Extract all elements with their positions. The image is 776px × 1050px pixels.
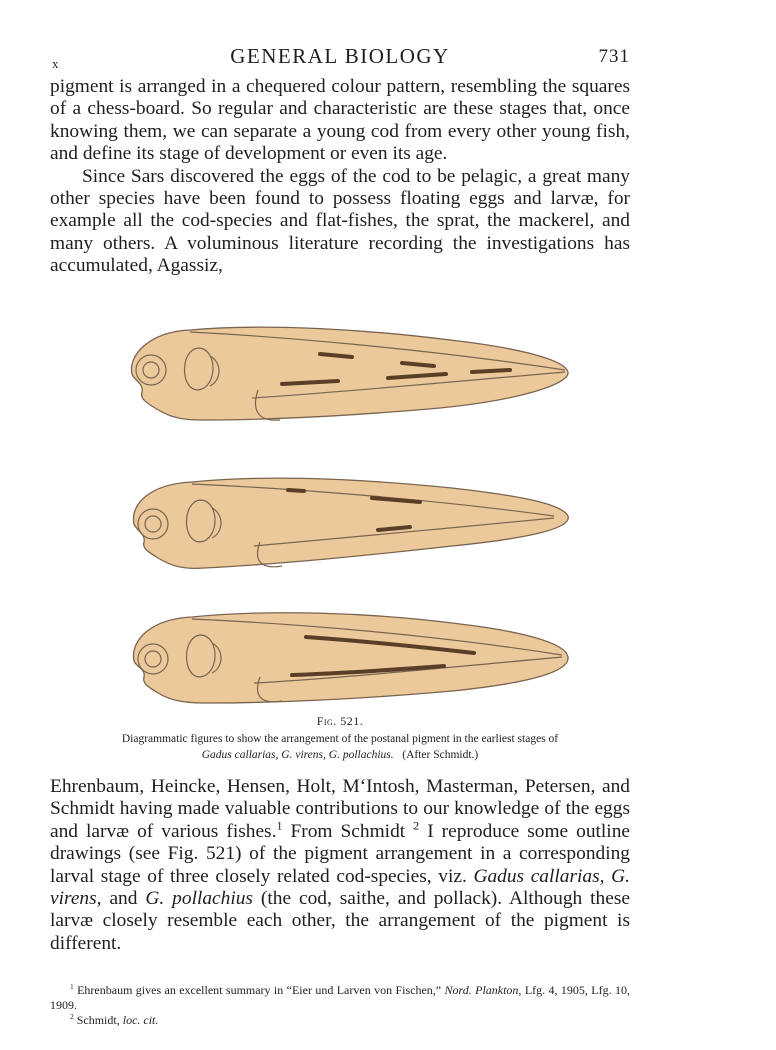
figure-caption xyxy=(50,731,630,763)
text-segment: Ehrenbaum, Heincke, Hensen, Holt, M‘Intosh, Masterman, Petersen, and Schmidt having made valuable contributions to our knowledge of the eggs and larvæ of various fishes. xyxy=(50,776,630,842)
footnotes xyxy=(50,983,630,1028)
text-segment: and xyxy=(101,888,146,910)
footnote-citation: loc. cit. xyxy=(122,1013,159,1027)
paragraph-1: pigment is arranged in a chequered colour pattern, resembling the squares of a chess-board. So regular and characteristic are these stages that, once knowing them, we can separate a young cod from every other young fish, and define its stage of development or even its age. xyxy=(50,76,630,165)
pigment-stripe xyxy=(288,490,304,491)
caption-species-2: G. virens, xyxy=(281,749,326,761)
caption-credit: (After Schmidt.) xyxy=(402,749,479,761)
larva-body xyxy=(133,613,568,703)
figure-521 xyxy=(120,318,580,716)
footnote-ref-2[interactable]: 2 xyxy=(413,818,420,833)
caption-line-2 xyxy=(50,747,630,763)
species-name: G. pollachius xyxy=(145,888,253,910)
running-title: GENERAL BIOLOGY xyxy=(230,44,450,68)
larva-gadus-callarias xyxy=(131,327,568,420)
running-header xyxy=(50,44,630,70)
figure-label xyxy=(50,713,630,729)
figure-number: Fig. 521. xyxy=(316,714,364,728)
text-segment: I reproduce some outline drawings (see Fig. 521) of the pigment arrangement in a corresponding larval stage of three closely related cod-species, viz. xyxy=(50,820,630,887)
footnote-1 xyxy=(50,983,630,1013)
paragraph-2: Since Sars discovered the eggs of the cod to be pelagic, a great many other species have been found to possess floating eggs and larvæ, for example all the cod-species and flat-fishes, the sprat, the mackerel, and many others. A voluminous literature recording the investigations has accumulated, Agassiz, xyxy=(50,165,630,277)
text-segment: From Schmidt xyxy=(282,820,414,842)
footnote-mark-1: 1 xyxy=(70,982,74,991)
larvae-illustration xyxy=(120,318,580,716)
page-number: 731 xyxy=(598,46,630,67)
body-text-bottom xyxy=(50,776,630,955)
caption-species-1: Gadus callarias, xyxy=(201,749,279,761)
footnote-text: Schmidt, xyxy=(73,1013,123,1027)
species-names: Gadus callarias, G. virens, xyxy=(50,865,630,910)
paragraph-3 xyxy=(50,776,630,955)
text-segment: (the cod, saithe, and pollack). Although these larvæ closely resemble each other, the arrangement of the pigment is different. xyxy=(50,888,630,954)
body-text-top xyxy=(50,76,630,278)
signature-mark: x xyxy=(52,56,59,71)
caption-species-3: G. pollachius. xyxy=(328,749,394,761)
footnote-2 xyxy=(50,1013,630,1028)
pigment-stripe xyxy=(472,370,510,372)
larva-gadus-pollachius xyxy=(133,613,568,703)
larva-gadus-virens xyxy=(133,478,568,568)
footnote-text: Ehrenbaum gives an excellent summary in “Eier und Larven von Fischen,” xyxy=(73,983,445,997)
footnote-text: Lfg. 4, 1905, Lfg. 10, 1909. xyxy=(50,983,630,1012)
footnote-ref-1[interactable]: 1 xyxy=(276,818,283,833)
caption-line-1: Diagrammatic figures to show the arrangement of the postanal pigment in the earliest stages of xyxy=(121,733,559,745)
larva-body xyxy=(131,327,568,420)
footnote-mark-2: 2 xyxy=(70,1012,74,1021)
footnote-source: Nord. Plankton, xyxy=(444,983,522,997)
